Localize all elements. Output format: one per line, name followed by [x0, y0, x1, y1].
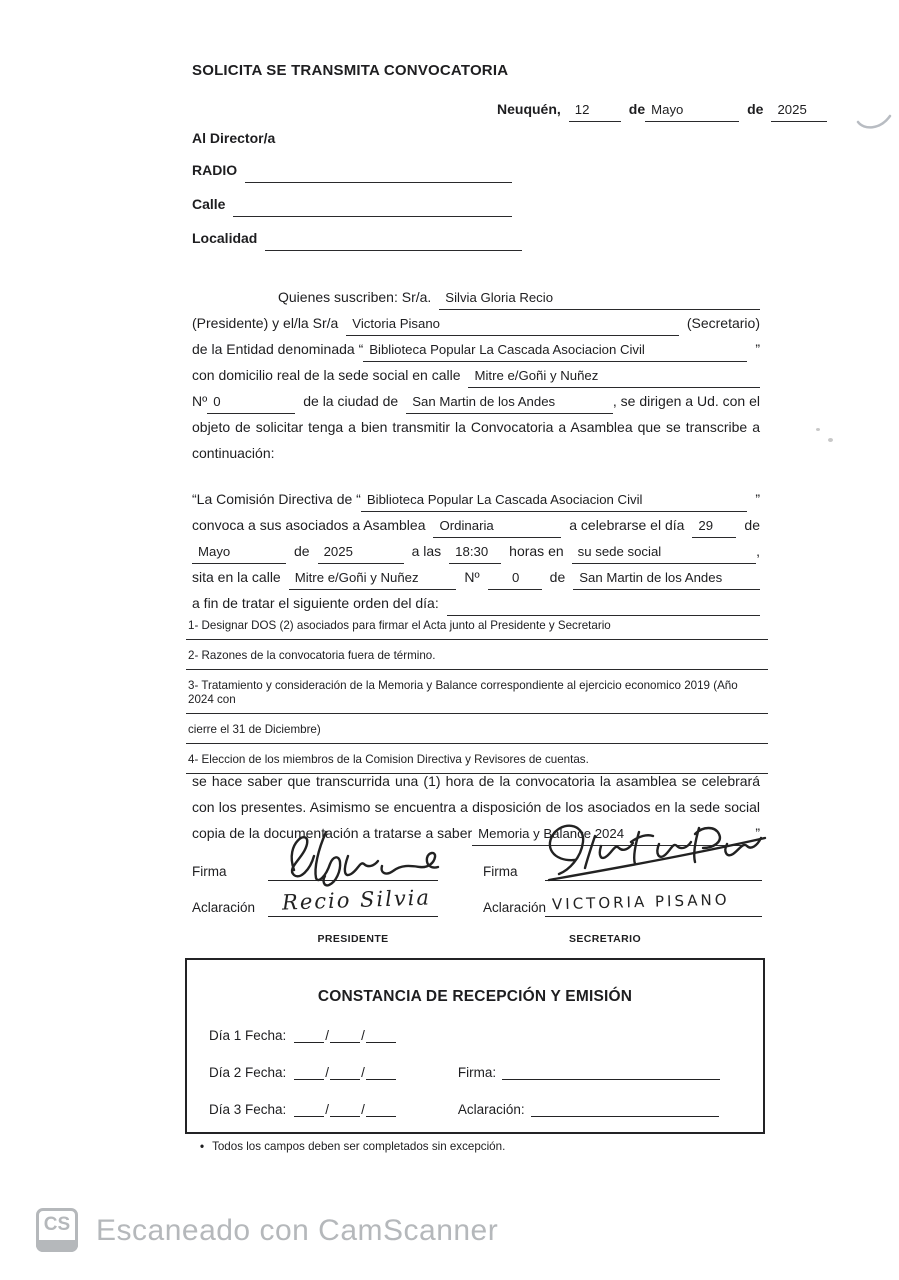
date-de2-label: de [747, 101, 764, 117]
entidad-name-field[interactable]: Biblioteca Popular La Cascada Asociacion Civil [363, 339, 747, 362]
dia1-slot-yy[interactable] [366, 1028, 396, 1043]
camscanner-logo-text: CS [43, 1214, 71, 1235]
dia3-slot-mm[interactable] [330, 1102, 360, 1117]
footnote-text: Todos los campos deben ser completados sin excepción. [212, 1140, 506, 1153]
role-secretario: SECRETARIO [568, 933, 642, 945]
orden-item-3-cont: cierre el 31 de Diciembre) [186, 714, 768, 744]
aclaracion-line-presidente[interactable] [268, 916, 438, 917]
date-city-label: Neuquén, [497, 101, 561, 117]
scan-speck [816, 428, 820, 431]
localidad-field[interactable] [265, 250, 522, 251]
conv-numero-field[interactable]: 0 [488, 567, 542, 590]
dia3-label: Día 3 Fecha: [209, 1102, 287, 1117]
conv-l3-mid2: a las [411, 543, 442, 559]
closing-line-2: con los presentes. Asimismo se encuentra a disposición de los asociados en la sede social [192, 799, 760, 815]
footnote [200, 1140, 505, 1153]
calle-field[interactable] [233, 216, 512, 217]
radio-field[interactable] [245, 182, 512, 183]
hora-field[interactable]: 18:30 [449, 541, 501, 564]
closing-l3-post: ” [755, 825, 760, 841]
pen-mark-artifact [856, 106, 896, 136]
conv-l2-mid: a celebrarse el día [569, 517, 685, 533]
dia1-slash-1: / [325, 1028, 330, 1043]
conv-l2-post: de [744, 517, 760, 533]
conv-l3-mid1: de [294, 543, 310, 559]
conv-line-2 [192, 512, 760, 538]
closing-l3-pre: copia de la documentación a tratarse a saber [192, 825, 473, 841]
conv-l4-mid2: de [549, 569, 566, 585]
intro-l1-pre: Quienes suscriben: Sr/a. [278, 289, 432, 305]
conv-l2-pre: convoca a sus asociados a Asamblea [192, 517, 426, 533]
intro-l5-pre: Nº [192, 393, 208, 409]
localidad-label: Localidad [192, 230, 258, 246]
form-title: SOLICITA SE TRANSMITA CONVOCATORIA [192, 62, 509, 79]
constancia-dia1-row [209, 1028, 763, 1043]
intro-paragraph [192, 284, 760, 466]
intro-l5-post: , se dirigen a Ud. con el [612, 393, 760, 409]
dia2-slot-dd[interactable] [294, 1065, 324, 1080]
intro-line-2 [192, 310, 760, 336]
camscanner-logo-bar [36, 1240, 78, 1252]
conv-l1-post: ” [755, 491, 760, 507]
calle-row [192, 191, 512, 217]
dia3-slash-2: / [361, 1102, 365, 1117]
mes-field[interactable]: Mayo [192, 541, 286, 564]
orden-item-4: 4- Eleccion de los miembros de la Comision Directiva y Revisores de cuentas. [186, 744, 768, 774]
constancia-firma-field[interactable] [502, 1065, 720, 1080]
secretario-signature [535, 818, 770, 888]
dia3-slash-1: / [325, 1102, 330, 1117]
conv-ciudad-field[interactable]: San Martin de los Andes [573, 567, 760, 590]
aclaracion-label-secretario: Aclaración [483, 900, 547, 915]
localidad-row [192, 225, 522, 251]
numero-field[interactable]: 0 [207, 391, 295, 414]
intro-l3-pre: de la Entidad denominada “ [192, 341, 364, 357]
orden-item-2: 2- Razones de la convocatoria fuera de término. [186, 640, 768, 670]
lugar-field[interactable]: su sede social [572, 541, 756, 564]
date-de1-label: de [628, 101, 646, 117]
orden-item-3: 3- Tratamiento y consideración de la Memoria y Balance correspondiente al ejercicio economico 2019 (Año 2024 con [186, 670, 768, 714]
conv-line-1 [192, 486, 760, 512]
radio-row [192, 157, 512, 183]
intro-l4-pre: con domicilio real de la sede social en calle [192, 367, 461, 383]
conv-l3-post: , [756, 543, 760, 559]
scan-speck [828, 438, 833, 442]
dia1-slash-2: / [361, 1028, 365, 1043]
camscanner-logo-icon [36, 1208, 78, 1252]
intro-line-3 [192, 336, 760, 362]
presidente-name-field[interactable]: Silvia Gloria Recio [439, 287, 760, 310]
orden-item-1: 1- Designar DOS (2) asociados para firmar el Acta junto al Presidente y Secretario [186, 610, 768, 640]
constancia-title: CONSTANCIA DE RECEPCIÓN Y EMISIÓN [317, 988, 633, 1005]
closing-line-1: se hace saber que transcurrida una (1) hora de la convocatoria la asamblea se celebrará [192, 773, 760, 789]
conv-line-4 [192, 564, 760, 590]
conv-calle-field[interactable]: Mitre e/Goñi y Nuñez [289, 567, 457, 590]
aclaracion-presidente-handwriting: Recio Silvia [281, 885, 432, 915]
anio-field[interactable]: 2025 [318, 541, 404, 564]
convocatoria-paragraph [192, 486, 760, 616]
constancia-dia2-row [209, 1065, 763, 1080]
dia1-slot-dd[interactable] [294, 1028, 324, 1043]
ciudad-field[interactable]: San Martin de los Andes [406, 391, 613, 414]
date-line [497, 96, 807, 122]
dia2-label: Día 2 Fecha: [209, 1065, 287, 1080]
intro-line-5 [192, 388, 760, 414]
date-day-field[interactable]: 12 [569, 99, 621, 122]
dia-field[interactable]: 29 [692, 515, 736, 538]
firma-label-secretario: Firma [483, 864, 518, 879]
secretario-name-field[interactable]: Victoria Pisano [346, 313, 679, 336]
dia2-slash-1: / [325, 1065, 330, 1080]
dia3-slot-yy[interactable] [366, 1102, 396, 1117]
dia3-slot-dd[interactable] [294, 1102, 324, 1117]
conv-l4-pre: sita en la calle [192, 569, 281, 585]
constancia-aclaracion-field[interactable] [531, 1102, 719, 1117]
intro-line-4 [192, 362, 760, 388]
orden-del-dia-list [186, 610, 768, 774]
date-month-field[interactable]: Mayo [645, 99, 739, 122]
asamblea-tipo-field[interactable]: Ordinaria [433, 515, 561, 538]
constancia-box [185, 958, 765, 1134]
constancia-dia3-row [209, 1102, 763, 1117]
intro-l2-post: (Secretario) [686, 315, 760, 331]
intro-l3-post: ” [755, 341, 760, 357]
constancia-aclaracion-label: Aclaración: [457, 1102, 525, 1117]
date-year-field[interactable]: 2025 [771, 99, 827, 122]
firma-label-presidente: Firma [192, 864, 227, 879]
recipient-heading: Al Director/a [192, 130, 276, 146]
conv-l4-mid1: Nº [464, 569, 480, 585]
conv-line-3 [192, 538, 760, 564]
conv-l5-label: a fin de tratar el siguiente orden del día: [192, 595, 439, 611]
conv-l1-pre: “La Comisión Directiva de “ [192, 491, 361, 507]
intro-line-6: objeto de solicitar tenga a bien transmitir la Convocatoria a Asamblea que se transcribe a [192, 419, 760, 435]
aclaracion-line-secretario[interactable] [545, 916, 762, 917]
role-presidente: PRESIDENTE [317, 933, 389, 945]
conv-l3-mid3: horas en [509, 543, 564, 559]
intro-line-1 [192, 284, 760, 310]
aclaracion-secretario-handwriting: VICTORIA PISANO [551, 890, 730, 914]
dia2-slot-mm[interactable] [330, 1065, 360, 1080]
footnote-bullet: • [200, 1140, 205, 1153]
camscanner-watermark: Escaneado con CamScanner [96, 1214, 499, 1247]
dia1-label: Día 1 Fecha: [209, 1028, 287, 1043]
intro-l2-pre: (Presidente) y el/la Sr/a [192, 315, 339, 331]
conv-entidad-field[interactable]: Biblioteca Popular La Cascada Asociacion Civil [361, 489, 747, 512]
dia1-slot-mm[interactable] [330, 1028, 360, 1043]
domicilio-field[interactable]: Mitre e/Goñi y Nuñez [468, 365, 760, 388]
constancia-firma-label: Firma: [457, 1065, 497, 1080]
intro-l5-mid: de la ciudad de [303, 393, 399, 409]
documentacion-field[interactable]: Memoria y Balance 2024 [472, 823, 747, 846]
dia2-slot-yy[interactable] [366, 1065, 396, 1080]
intro-line-7: continuación: [192, 445, 275, 461]
dia2-slash-2: / [361, 1065, 365, 1080]
aclaracion-label-presidente: Aclaración [192, 900, 256, 915]
calle-label: Calle [192, 196, 226, 212]
radio-label: RADIO [192, 162, 238, 178]
presidente-signature [280, 826, 440, 888]
